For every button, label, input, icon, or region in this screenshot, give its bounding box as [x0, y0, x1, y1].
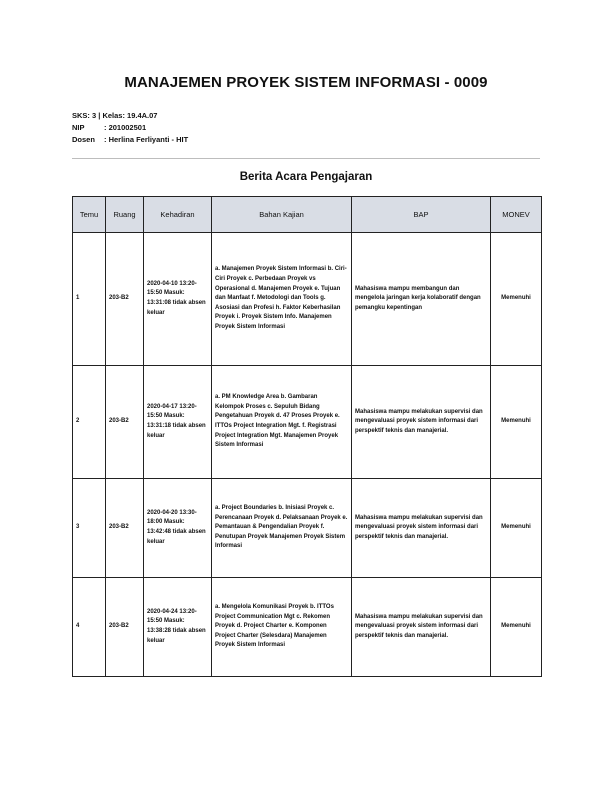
meta-nip	[72, 122, 188, 134]
meta-nip-value: : 201002501	[104, 123, 147, 132]
cell-temu: 1	[73, 233, 106, 366]
cell-bahan-kajian: a. Project Boundaries b. Inisiasi Proyek c. Perencanaan Proyek d. Pelaksanaan Proyek e. Pemantauan & Pengendalian Proyek f. Penutupan Proyek Manajemen Proyek Sistem Informasi	[212, 479, 352, 578]
table-row	[73, 578, 542, 677]
cell-ruang: 203-B2	[106, 578, 144, 677]
cell-temu: 2	[73, 366, 106, 479]
table-row	[73, 366, 542, 479]
table-row	[73, 479, 542, 578]
meta-dosen	[72, 134, 188, 146]
cell-bahan-kajian: a. Manajemen Proyek Sistem Informasi b. Ciri-Ciri Proyek c. Perbedaan Proyek vs Operasional d. Manajemen Proyek e. Tujuan dan Manfaat f. Metodologi dan Tools g. Asosiasi dan Profesi h. Faktor Keberhasilan Proyek i. Proyek Sistem Info. Manajemen Proyek Sistem Informasi	[212, 233, 352, 366]
header-temu: Temu	[73, 197, 106, 233]
cell-monev: Memenuhi	[491, 578, 542, 677]
cell-monev: Memenuhi	[491, 366, 542, 479]
table-header-row	[73, 197, 542, 233]
cell-temu: 3	[73, 479, 106, 578]
cell-kehadiran: 2020-04-17 13:20-15:50 Masuk: 13:31:18 tidak absen keluar	[144, 366, 212, 479]
meta-dosen-key: Dosen	[72, 135, 95, 144]
cell-bahan-kajian: a. Mengelola Komunikasi Proyek b. ITTOs Project Communication Mgt c. Rekomen Proyek d. Project Charter e. Komponen Project Charter (Selesdara) Manajemen Proyek Sistem Informasi	[212, 578, 352, 677]
cell-kehadiran: 2020-04-20 13:30-18:00 Masuk: 13:42:48 tidak absen keluar	[144, 479, 212, 578]
cell-bahan-kajian: a. PM Knowledge Area b. Gambaran Kelompok Proses c. Sepuluh Bidang Pengetahuan Proyek d. 47 Proses Proyek e. ITTOs Project Integration Mgt. f. Registrasi Project Integration Mgt. Manajemen Proyek Sistem Informasi	[212, 366, 352, 479]
header-ruang: Ruang	[106, 197, 144, 233]
cell-monev: Memenuhi	[491, 233, 542, 366]
cell-bap: Mahasiswa mampu melakukan supervisi dan mengevaluasi proyek sistem informasi dari perspektif teknis dan manajerial.	[352, 479, 491, 578]
cell-bap: Mahasiswa mampu membangun dan mengelola jaringan kerja kolaboratif dengan pemangku kepentingan	[352, 233, 491, 366]
cell-monev: Memenuhi	[491, 479, 542, 578]
cell-bap: Mahasiswa mampu melakukan supervisi dan mengevaluasi proyek sistem informasi dari perspektif teknis dan manajerial.	[352, 578, 491, 677]
cell-ruang: 203-B2	[106, 479, 144, 578]
table-row	[73, 233, 542, 366]
berita-acara-table	[72, 196, 542, 677]
cell-ruang: 203-B2	[106, 366, 144, 479]
header-kehadiran: Kehadiran	[144, 197, 212, 233]
cell-kehadiran: 2020-04-10 13:20-15:50 Masuk: 13:31:08 tidak absen keluar	[144, 233, 212, 366]
cell-bap: Mahasiswa mampu melakukan supervisi dan mengevaluasi proyek sistem informasi dari perspektif teknis dan manajerial.	[352, 366, 491, 479]
meta-nip-key: NIP	[72, 123, 85, 132]
page-title: MANAJEMEN PROYEK SISTEM INFORMASI - 0009	[124, 74, 488, 91]
header-monev: MONEV	[491, 197, 542, 233]
course-meta	[72, 110, 188, 146]
cell-ruang: 203-B2	[106, 233, 144, 366]
cell-kehadiran: 2020-04-24 13:20-15:50 Masuk: 13:38:28 tidak absen keluar	[144, 578, 212, 677]
cell-temu: 4	[73, 578, 106, 677]
header-divider	[72, 158, 540, 159]
header-bahan-kajian: Bahan Kajian	[212, 197, 352, 233]
meta-dosen-value: : Herlina Ferliyanti - HIT	[104, 135, 189, 144]
meta-sks-kelas: SKS: 3 | Kelas: 19.4A.07	[72, 111, 158, 120]
section-title: Berita Acara Pengajaran	[239, 171, 373, 183]
header-bap: BAP	[352, 197, 491, 233]
